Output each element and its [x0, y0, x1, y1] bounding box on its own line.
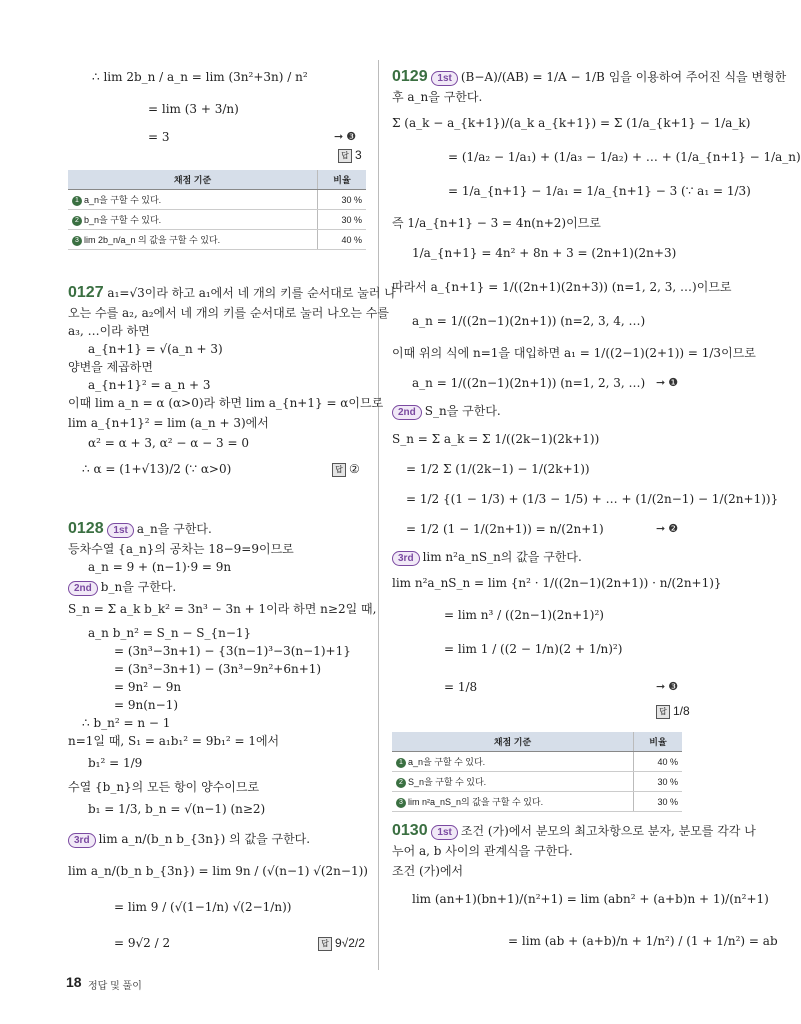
equation-line: = 1/8 — [444, 680, 478, 694]
step-marker: ➞ ❶ — [656, 377, 679, 389]
answer-value: 9√2/2 — [335, 936, 365, 950]
table-header-pct: 비율 — [318, 170, 367, 190]
equation-line: ∴ lim 2b_n / a_n = lim (3n²+3n) / n² — [92, 70, 308, 84]
problem-text: a₁=√3이라 하고 a₁에서 네 개의 키를 순서대로 눌러 나 — [107, 286, 396, 300]
step-title: S_n을 구한다. — [424, 404, 501, 418]
answer-box — [332, 462, 360, 477]
step-number-icon: 3 — [396, 798, 406, 808]
step-badge: 3rd — [68, 833, 96, 848]
equation-line: a_{n+1}² = a_n + 3 — [88, 378, 211, 392]
step-marker: ➞ ❸ — [656, 681, 679, 693]
step-number-icon: 1 — [72, 196, 82, 206]
step-number-icon: 3 — [72, 236, 82, 246]
answer-value: 1/8 — [673, 704, 690, 718]
step-title: b_n을 구한다. — [100, 580, 177, 594]
equation-line: lim n²a_nS_n = lim {n² · 1/((2n−1)(2n+1)) · n/(2n+1)} — [392, 576, 722, 590]
table-row — [392, 772, 682, 792]
problem-0128-header — [68, 522, 212, 538]
problem-text: 오는 수를 a₂, a₂에서 네 개의 키를 순서대로 눌러 나오는 수를 — [68, 306, 389, 320]
criterion-pct: 30 % — [634, 772, 683, 792]
equation-line: Σ (a_k − a_{k+1})/(a_k a_{k+1}) = Σ (1/a_{k+1} − 1/a_k) — [392, 116, 751, 130]
grading-table — [68, 170, 366, 250]
equation-line: S_n = Σ a_k b_k² = 3n³ − 3n + 1이라 하면 n≥2일 때, — [68, 602, 377, 616]
answer-value: ② — [349, 462, 360, 476]
criterion-text: lim n²a_nS_n의 값을 구할 수 있다. — [408, 797, 544, 807]
equation-line: ∴ α = (1+√13)/2 (∵ α>0) — [82, 462, 232, 476]
table-header-pct: 비율 — [634, 732, 683, 752]
equation-line: α² = α + 3, α² − α − 3 = 0 — [88, 436, 249, 450]
answer-tag-icon: 답 — [338, 149, 352, 163]
step-title: (B−A)/(AB) = 1/A − 1/B 임을 이용하여 주어진 식을 변형한 — [460, 70, 787, 84]
equation-line: a_n b_n² = S_n − S_{n−1} — [88, 626, 252, 640]
problem-text: a₃, …이라 하면 — [68, 324, 150, 338]
equation-line: a_n = 1/((2n−1)(2n+1)) (n=2, 3, 4, …) — [412, 314, 646, 328]
step-3-header — [68, 832, 310, 848]
criterion-text: b_n을 구할 수 있다. — [84, 215, 162, 225]
equation-line: = lim (3 + 3/n) — [148, 102, 239, 116]
table-row — [68, 230, 366, 250]
step-badge: 3rd — [392, 551, 420, 566]
equation-line: = lim 9 / (√(1−1/n) √(2−1/n)) — [114, 900, 292, 914]
equation-line: = (3n³−3n+1) − {3(n−1)³−3(n−1)+1} — [114, 644, 351, 658]
equation-line: 1/a_{n+1} = 4n² + 8n + 3 = (2n+1)(2n+3) — [412, 246, 677, 260]
equation-line: = lim (ab + (a+b)/n + 1/n²) / (1 + 1/n²) = ab — [508, 934, 778, 948]
footer-section: 정답 및 풀이 — [88, 981, 142, 992]
table-row — [392, 792, 682, 812]
step-title: lim n²a_nS_n의 값을 구한다. — [422, 550, 582, 564]
equation-line: b₁ = 1/3, b_n = √(n−1) (n≥2) — [88, 802, 266, 816]
step-title: 누어 a, b 사이의 관계식을 구한다. — [392, 844, 573, 858]
step-marker: ➞ ❸ — [334, 131, 357, 143]
step-title: 후 a_n을 구한다. — [392, 90, 483, 104]
step-badge: 2nd — [392, 405, 422, 420]
equation-line: S_n = Σ a_k = Σ 1/((2k−1)(2k+1)) — [392, 432, 600, 446]
solution-text: n=1일 때, S₁ = a₁b₁² = 9b₁² = 1에서 — [68, 734, 280, 748]
solution-text: 수열 {b_n}의 모든 항이 양수이므로 — [68, 780, 260, 794]
criterion-text: a_n을 구할 수 있다. — [408, 757, 486, 767]
page-number: 18 — [66, 974, 82, 990]
problem-number: 0130 — [392, 822, 428, 839]
criterion-pct: 30 % — [318, 190, 367, 210]
criterion-text: a_n을 구할 수 있다. — [84, 195, 162, 205]
equation-line: = lim n³ / ((2n−1)(2n+1)²) — [444, 608, 604, 622]
criterion-text: lim 2b_n/a_n 의 값을 구할 수 있다. — [84, 235, 221, 245]
answer-box — [338, 148, 362, 163]
solution-text: 이때 위의 식에 n=1을 대입하면 a₁ = 1/((2−1)(2+1)) = 1/3이므로 — [392, 346, 756, 360]
step-badge: 1st — [431, 825, 457, 840]
solution-text: 등차수열 {a_n}의 공차는 18−9=9이므로 — [68, 542, 294, 556]
criterion-pct: 30 % — [634, 792, 683, 812]
column-divider — [378, 60, 379, 970]
answer-tag-icon: 답 — [318, 937, 332, 951]
step-title: lim a_n/(b_n b_{3n}) 의 값을 구한다. — [98, 832, 311, 846]
problem-number: 0127 — [68, 284, 104, 301]
equation-line: ∴ b_n² = n − 1 — [82, 716, 171, 730]
step-3-header — [392, 550, 582, 566]
table-row — [68, 210, 366, 230]
step-number-icon: 2 — [72, 216, 82, 226]
step-badge: 1st — [107, 523, 133, 538]
equation-line: = 9√2 / 2 — [114, 936, 171, 950]
step-title: 조건 (가)에서 분모의 최고차항으로 분자, 분모를 각각 나 — [460, 824, 756, 838]
equation-line: = 1/2 {(1 − 1/3) + (1/3 − 1/5) + … + (1/(2n−1) − 1/(2n+1))} — [406, 492, 779, 506]
solution-text: 따라서 a_{n+1} = 1/((2n+1)(2n+3)) (n=1, 2, 3, …)이므로 — [392, 280, 732, 294]
equation-line: = 1/2 Σ (1/(2k−1) − 1/(2k+1)) — [406, 462, 590, 476]
equation-line: a_n = 1/((2n−1)(2n+1)) (n=1, 2, 3, …) — [412, 376, 646, 390]
problem-0127-header — [68, 286, 396, 300]
table-row — [68, 190, 366, 210]
equation-line: lim a_{n+1}² = lim (a_n + 3)에서 — [68, 416, 269, 430]
grading-table — [392, 732, 682, 812]
step-badge: 2nd — [68, 581, 98, 596]
problem-number: 0129 — [392, 68, 428, 85]
criterion-text: S_n을 구할 수 있다. — [408, 777, 487, 787]
equation-line: = 3 — [148, 130, 170, 144]
criterion-pct: 30 % — [318, 210, 367, 230]
solution-text: 즉 1/a_{n+1} − 3 = 4n(n+2)이므로 — [392, 216, 601, 230]
answer-box — [318, 936, 365, 951]
step-marker: ➞ ❷ — [656, 523, 679, 535]
equation-line: lim a_n/(b_n b_{3n}) = lim 9n / (√(n−1) √(2n−1)) — [68, 864, 368, 878]
criterion-pct: 40 % — [318, 230, 367, 250]
answer-box — [656, 704, 690, 719]
equation-line: = 1/2 (1 − 1/(2n+1)) = n/(2n+1) — [406, 522, 604, 536]
equation-line: = (1/a₂ − 1/a₁) + (1/a₃ − 1/a₂) + … + (1/a_{n+1} − 1/a_n) — [448, 150, 801, 164]
step-title: a_n을 구한다. — [136, 522, 212, 536]
equation-line: = 1/a_{n+1} − 1/a₁ = 1/a_{n+1} − 3 (∵ a₁ = 1/3) — [448, 184, 751, 198]
table-header-criterion: 채점 기준 — [68, 170, 318, 190]
step-number-icon: 1 — [396, 758, 406, 768]
problem-0130-header — [392, 824, 756, 840]
problem-number: 0128 — [68, 520, 104, 537]
step-number-icon: 2 — [396, 778, 406, 788]
answer-tag-icon: 답 — [656, 705, 670, 719]
solution-text: 조건 (가)에서 — [392, 864, 464, 878]
problem-0129-header — [392, 70, 786, 86]
table-row — [392, 752, 682, 772]
equation-line: b₁² = 1/9 — [88, 756, 143, 770]
equation-line: = 9n² − 9n — [114, 680, 182, 694]
table-header-criterion: 채점 기준 — [392, 732, 634, 752]
equation-line: = lim 1 / ((2 − 1/n)(2 + 1/n)²) — [444, 642, 623, 656]
criterion-pct: 40 % — [634, 752, 683, 772]
step-2-header — [68, 580, 176, 596]
answer-value: 3 — [355, 148, 362, 162]
equation-line: a_{n+1} = √(a_n + 3) — [88, 342, 223, 356]
equation-line: = (3n³−3n+1) − (3n³−9n²+6n+1) — [114, 662, 322, 676]
step-badge: 1st — [431, 71, 457, 86]
problem-text: 이때 lim a_n = α (α>0)라 하면 lim a_{n+1} = α이므로 — [68, 396, 384, 410]
equation-line: lim (an+1)(bn+1)/(n²+1) = lim (abn² + (a+b)n + 1)/(n²+1) — [412, 892, 769, 906]
equation-line: a_n = 9 + (n−1)·9 = 9n — [88, 560, 232, 574]
answer-tag-icon: 답 — [332, 463, 346, 477]
problem-text: 양변을 제곱하면 — [68, 360, 153, 374]
equation-line: = 9n(n−1) — [114, 698, 179, 712]
step-2-header — [392, 404, 501, 420]
